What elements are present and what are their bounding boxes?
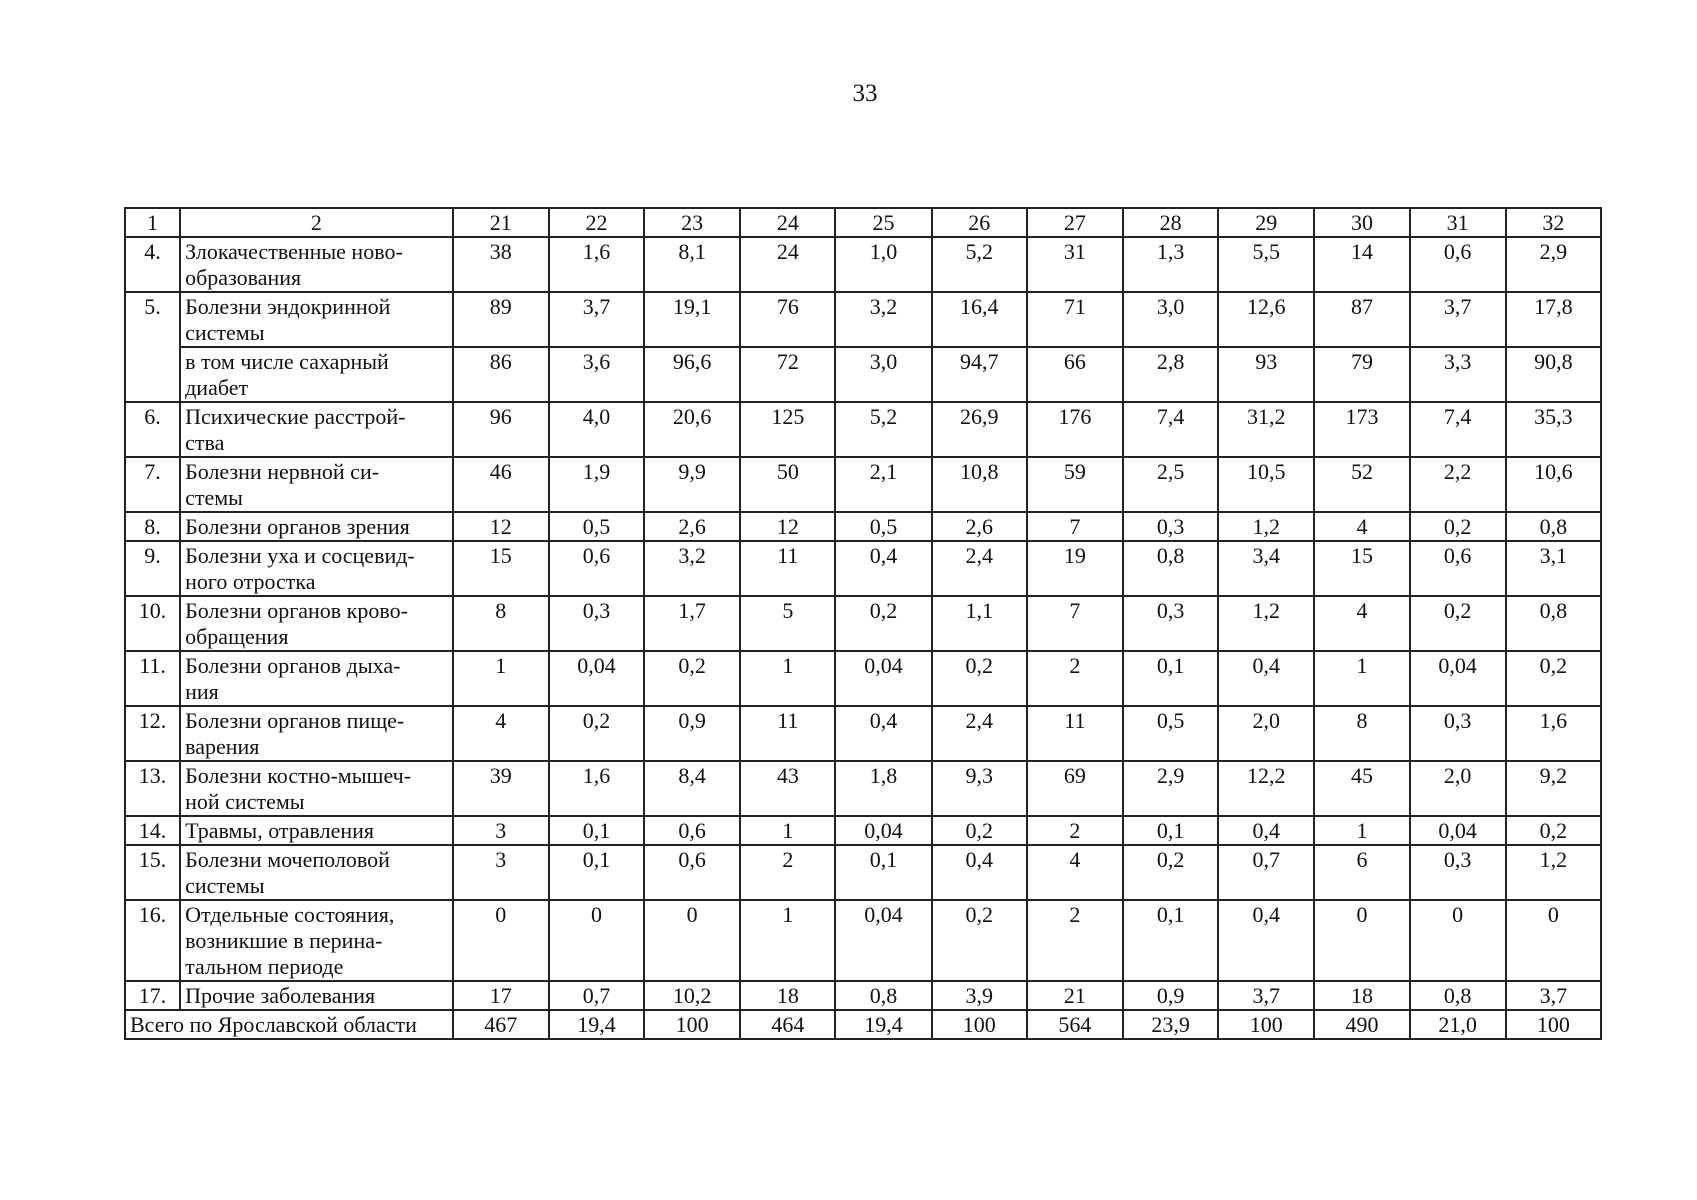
value-cell: 1,2: [1218, 596, 1314, 651]
value-cell: 1,6: [549, 761, 644, 816]
value-cell: 3,0: [1123, 292, 1218, 347]
value-cell: 2: [1027, 900, 1123, 981]
value-cell: 12: [740, 512, 835, 541]
value-cell: 7,4: [1123, 402, 1218, 457]
value-cell: 31,2: [1218, 402, 1314, 457]
row-number: 11.: [125, 651, 180, 706]
value-cell: 20,6: [644, 402, 740, 457]
value-cell: 3,6: [549, 347, 644, 402]
value-cell: 3: [453, 845, 549, 900]
table-row: [125, 981, 1601, 1010]
row-name: Злокачественные ново- образования: [180, 237, 453, 292]
value-cell: 24: [740, 237, 835, 292]
value-cell: 3,1: [1506, 541, 1601, 596]
value-cell: 66: [1027, 347, 1123, 402]
value-cell: 176: [1027, 402, 1123, 457]
value-cell: 12,2: [1218, 761, 1314, 816]
value-cell: 0: [1314, 900, 1409, 981]
value-cell: 16,4: [932, 292, 1027, 347]
value-cell: 1,8: [835, 761, 931, 816]
value-cell: 3,7: [1506, 981, 1601, 1010]
value-cell: 0,3: [1123, 596, 1218, 651]
value-cell: 2,0: [1218, 706, 1314, 761]
value-cell: 10,5: [1218, 457, 1314, 512]
value-cell: 4: [1314, 596, 1409, 651]
value-cell: 0,2: [1506, 651, 1601, 706]
value-cell: 59: [1027, 457, 1123, 512]
value-cell: 3,2: [644, 541, 740, 596]
value-cell: 79: [1314, 347, 1409, 402]
value-cell: 45: [1314, 761, 1409, 816]
morbidity-table: [124, 207, 1602, 1040]
value-cell: 2,4: [932, 541, 1027, 596]
value-cell: 1,9: [549, 457, 644, 512]
total-value-cell: 467: [453, 1010, 549, 1039]
value-cell: 0,4: [932, 845, 1027, 900]
value-cell: 3,7: [549, 292, 644, 347]
value-cell: 4,0: [549, 402, 644, 457]
value-cell: 0,1: [1123, 900, 1218, 981]
value-cell: 2,6: [644, 512, 740, 541]
value-cell: 0,2: [1410, 512, 1506, 541]
value-cell: 90,8: [1506, 347, 1601, 402]
value-cell: 7,4: [1410, 402, 1506, 457]
value-cell: 93: [1218, 347, 1314, 402]
value-cell: 1: [1314, 651, 1409, 706]
value-cell: 3,9: [932, 981, 1027, 1010]
value-cell: 0,2: [932, 816, 1027, 845]
table-row: [125, 596, 1601, 651]
value-cell: 0,8: [1506, 596, 1601, 651]
value-cell: 0,3: [1123, 512, 1218, 541]
header-cell: 2: [180, 208, 453, 237]
header-cell: 24: [740, 208, 835, 237]
total-row: [125, 1010, 1601, 1039]
value-cell: 3: [453, 816, 549, 845]
value-cell: 0: [644, 900, 740, 981]
value-cell: 0,1: [1123, 816, 1218, 845]
row-name: Болезни костно-мышеч- ной системы: [180, 761, 453, 816]
table-row: [125, 845, 1601, 900]
value-cell: 1,2: [1218, 512, 1314, 541]
row-number: 13.: [125, 761, 180, 816]
total-value-cell: 564: [1027, 1010, 1123, 1039]
value-cell: 0,3: [1410, 845, 1506, 900]
value-cell: 2: [740, 845, 835, 900]
value-cell: 0,04: [549, 651, 644, 706]
value-cell: 0,04: [835, 651, 931, 706]
value-cell: 10,6: [1506, 457, 1601, 512]
value-cell: 2,1: [835, 457, 931, 512]
value-cell: 2,2: [1410, 457, 1506, 512]
value-cell: 31: [1027, 237, 1123, 292]
value-cell: 89: [453, 292, 549, 347]
value-cell: 17,8: [1506, 292, 1601, 347]
row-number: 6.: [125, 402, 180, 457]
value-cell: 0: [1506, 900, 1601, 981]
value-cell: 0,04: [1410, 651, 1506, 706]
value-cell: 7: [1027, 596, 1123, 651]
value-cell: 0: [549, 900, 644, 981]
row-name: Болезни органов пище- варения: [180, 706, 453, 761]
row-name: Болезни органов крово- обращения: [180, 596, 453, 651]
value-cell: 1,7: [644, 596, 740, 651]
row-number: 15.: [125, 845, 180, 900]
value-cell: 46: [453, 457, 549, 512]
value-cell: 1: [740, 816, 835, 845]
value-cell: 0,8: [835, 981, 931, 1010]
total-value-cell: 19,4: [835, 1010, 931, 1039]
value-cell: 1,6: [1506, 706, 1601, 761]
value-cell: 0,2: [1123, 845, 1218, 900]
value-cell: 87: [1314, 292, 1409, 347]
total-value-cell: 464: [740, 1010, 835, 1039]
value-cell: 0,6: [1410, 237, 1506, 292]
row-name: Прочие заболевания: [180, 981, 453, 1010]
row-name: в том числе сахарный диабет: [180, 347, 453, 402]
total-value-cell: 490: [1314, 1010, 1409, 1039]
header-cell: 28: [1123, 208, 1218, 237]
header-cell: 32: [1506, 208, 1601, 237]
value-cell: 0: [1410, 900, 1506, 981]
value-cell: 2,0: [1410, 761, 1506, 816]
value-cell: 5,2: [835, 402, 931, 457]
value-cell: 18: [1314, 981, 1409, 1010]
value-cell: 71: [1027, 292, 1123, 347]
value-cell: 0,2: [1410, 596, 1506, 651]
value-cell: 0,5: [835, 512, 931, 541]
table-row: [125, 900, 1601, 981]
total-label: Всего по Ярославской области: [125, 1010, 453, 1039]
value-cell: 3,4: [1218, 541, 1314, 596]
table-row: [125, 237, 1601, 292]
value-cell: 50: [740, 457, 835, 512]
value-cell: 1,0: [835, 237, 931, 292]
value-cell: 14: [1314, 237, 1409, 292]
value-cell: 2: [1027, 816, 1123, 845]
value-cell: 0,3: [1410, 706, 1506, 761]
table-row: [125, 651, 1601, 706]
row-number: 7.: [125, 457, 180, 512]
value-cell: 15: [453, 541, 549, 596]
header-cell: 23: [644, 208, 740, 237]
value-cell: 125: [740, 402, 835, 457]
value-cell: 0,6: [644, 816, 740, 845]
value-cell: 0,6: [549, 541, 644, 596]
header-cell: 27: [1027, 208, 1123, 237]
table-row: [125, 761, 1601, 816]
header-cell: 25: [835, 208, 931, 237]
value-cell: 19,1: [644, 292, 740, 347]
value-cell: 0,2: [932, 651, 1027, 706]
table-row: [125, 816, 1601, 845]
row-name: Отдельные состояния, возникшие в перина- тальном периоде: [180, 900, 453, 981]
value-cell: 1,2: [1506, 845, 1601, 900]
value-cell: 0,04: [835, 900, 931, 981]
value-cell: 38: [453, 237, 549, 292]
row-number: 16.: [125, 900, 180, 981]
header-cell: 31: [1410, 208, 1506, 237]
row-number: 10.: [125, 596, 180, 651]
value-cell: 2,9: [1123, 761, 1218, 816]
value-cell: 0,4: [835, 706, 931, 761]
value-cell: 2,5: [1123, 457, 1218, 512]
value-cell: 0,1: [549, 845, 644, 900]
value-cell: 43: [740, 761, 835, 816]
value-cell: 1: [1314, 816, 1409, 845]
value-cell: 0,6: [1410, 541, 1506, 596]
row-number: 12.: [125, 706, 180, 761]
header-cell: 29: [1218, 208, 1314, 237]
value-cell: 21: [1027, 981, 1123, 1010]
value-cell: 0,3: [549, 596, 644, 651]
value-cell: 86: [453, 347, 549, 402]
value-cell: 1: [740, 900, 835, 981]
total-value-cell: 100: [1506, 1010, 1601, 1039]
value-cell: 0: [453, 900, 549, 981]
total-value-cell: 100: [644, 1010, 740, 1039]
value-cell: 17: [453, 981, 549, 1010]
header-cell: 1: [125, 208, 180, 237]
row-name: Болезни уха и сосцевид- ного отростка: [180, 541, 453, 596]
value-cell: 96: [453, 402, 549, 457]
value-cell: 1: [740, 651, 835, 706]
value-cell: 12,6: [1218, 292, 1314, 347]
table-row: [125, 541, 1601, 596]
row-number: 17.: [125, 981, 180, 1010]
header-cell: 21: [453, 208, 549, 237]
value-cell: 2: [1027, 651, 1123, 706]
row-name: Болезни эндокринной системы: [180, 292, 453, 347]
total-value-cell: 100: [1218, 1010, 1314, 1039]
value-cell: 4: [453, 706, 549, 761]
total-value-cell: 21,0: [1410, 1010, 1506, 1039]
value-cell: 3,2: [835, 292, 931, 347]
value-cell: 0,4: [1218, 651, 1314, 706]
value-cell: 0,4: [1218, 816, 1314, 845]
row-name: Болезни мочеполовой системы: [180, 845, 453, 900]
row-number: 14.: [125, 816, 180, 845]
value-cell: 15: [1314, 541, 1409, 596]
header-cell: 22: [549, 208, 644, 237]
value-cell: 0,2: [835, 596, 931, 651]
table-row: [125, 292, 1601, 347]
row-name: Травмы, отравления: [180, 816, 453, 845]
value-cell: 35,3: [1506, 402, 1601, 457]
page-number: 33: [852, 80, 878, 107]
value-cell: 0,1: [1123, 651, 1218, 706]
value-cell: 3,3: [1410, 347, 1506, 402]
header-cell: 30: [1314, 208, 1409, 237]
value-cell: 39: [453, 761, 549, 816]
value-cell: 0,2: [1506, 816, 1601, 845]
value-cell: 5: [740, 596, 835, 651]
table-row: [125, 512, 1601, 541]
value-cell: 12: [453, 512, 549, 541]
total-value-cell: 100: [932, 1010, 1027, 1039]
value-cell: 1: [453, 651, 549, 706]
value-cell: 26,9: [932, 402, 1027, 457]
row-name: Психические расстрой- ства: [180, 402, 453, 457]
value-cell: 0,8: [1410, 981, 1506, 1010]
value-cell: 6: [1314, 845, 1409, 900]
value-cell: 7: [1027, 512, 1123, 541]
value-cell: 0,6: [644, 845, 740, 900]
value-cell: 4: [1027, 845, 1123, 900]
value-cell: 2,4: [932, 706, 1027, 761]
value-cell: 0,8: [1506, 512, 1601, 541]
value-cell: 9,2: [1506, 761, 1601, 816]
row-name: Болезни органов зрения: [180, 512, 453, 541]
value-cell: 2,6: [932, 512, 1027, 541]
value-cell: 0,2: [644, 651, 740, 706]
value-cell: 0,8: [1123, 541, 1218, 596]
row-number: 5.: [125, 292, 180, 402]
value-cell: 0,04: [1410, 816, 1506, 845]
row-number: 9.: [125, 541, 180, 596]
value-cell: 0,7: [549, 981, 644, 1010]
value-cell: 9,3: [932, 761, 1027, 816]
value-cell: 0,4: [835, 541, 931, 596]
table-header-row: [125, 208, 1601, 237]
value-cell: 2,8: [1123, 347, 1218, 402]
value-cell: 0,1: [835, 845, 931, 900]
value-cell: 72: [740, 347, 835, 402]
value-cell: 0,9: [1123, 981, 1218, 1010]
value-cell: 11: [1027, 706, 1123, 761]
value-cell: 5,5: [1218, 237, 1314, 292]
row-name: Болезни органов дыха- ния: [180, 651, 453, 706]
value-cell: 2,9: [1506, 237, 1601, 292]
value-cell: 1,1: [932, 596, 1027, 651]
value-cell: 0,5: [549, 512, 644, 541]
total-value-cell: 19,4: [549, 1010, 644, 1039]
value-cell: 10,2: [644, 981, 740, 1010]
value-cell: 173: [1314, 402, 1409, 457]
value-cell: 11: [740, 541, 835, 596]
value-cell: 4: [1314, 512, 1409, 541]
value-cell: 0,5: [1123, 706, 1218, 761]
value-cell: 0,9: [644, 706, 740, 761]
table-row: [125, 706, 1601, 761]
value-cell: 3,0: [835, 347, 931, 402]
table-row: [125, 402, 1601, 457]
row-number: 4.: [125, 237, 180, 292]
value-cell: 1,6: [549, 237, 644, 292]
value-cell: 0,04: [835, 816, 931, 845]
value-cell: 0,1: [549, 816, 644, 845]
table-row: [125, 347, 1601, 402]
row-number: 8.: [125, 512, 180, 541]
value-cell: 19: [1027, 541, 1123, 596]
value-cell: 11: [740, 706, 835, 761]
value-cell: 9,9: [644, 457, 740, 512]
table-row: [125, 457, 1601, 512]
value-cell: 0,2: [932, 900, 1027, 981]
value-cell: 5,2: [932, 237, 1027, 292]
value-cell: 8: [453, 596, 549, 651]
value-cell: 3,7: [1218, 981, 1314, 1010]
value-cell: 8: [1314, 706, 1409, 761]
value-cell: 8,1: [644, 237, 740, 292]
row-name: Болезни нервной си- стемы: [180, 457, 453, 512]
value-cell: 1,3: [1123, 237, 1218, 292]
value-cell: 10,8: [932, 457, 1027, 512]
value-cell: 76: [740, 292, 835, 347]
value-cell: 0,4: [1218, 900, 1314, 981]
value-cell: 96,6: [644, 347, 740, 402]
total-value-cell: 23,9: [1123, 1010, 1218, 1039]
value-cell: 18: [740, 981, 835, 1010]
value-cell: 3,7: [1410, 292, 1506, 347]
value-cell: 0,2: [549, 706, 644, 761]
value-cell: 8,4: [644, 761, 740, 816]
header-cell: 26: [932, 208, 1027, 237]
value-cell: 0,7: [1218, 845, 1314, 900]
value-cell: 94,7: [932, 347, 1027, 402]
value-cell: 52: [1314, 457, 1409, 512]
value-cell: 69: [1027, 761, 1123, 816]
